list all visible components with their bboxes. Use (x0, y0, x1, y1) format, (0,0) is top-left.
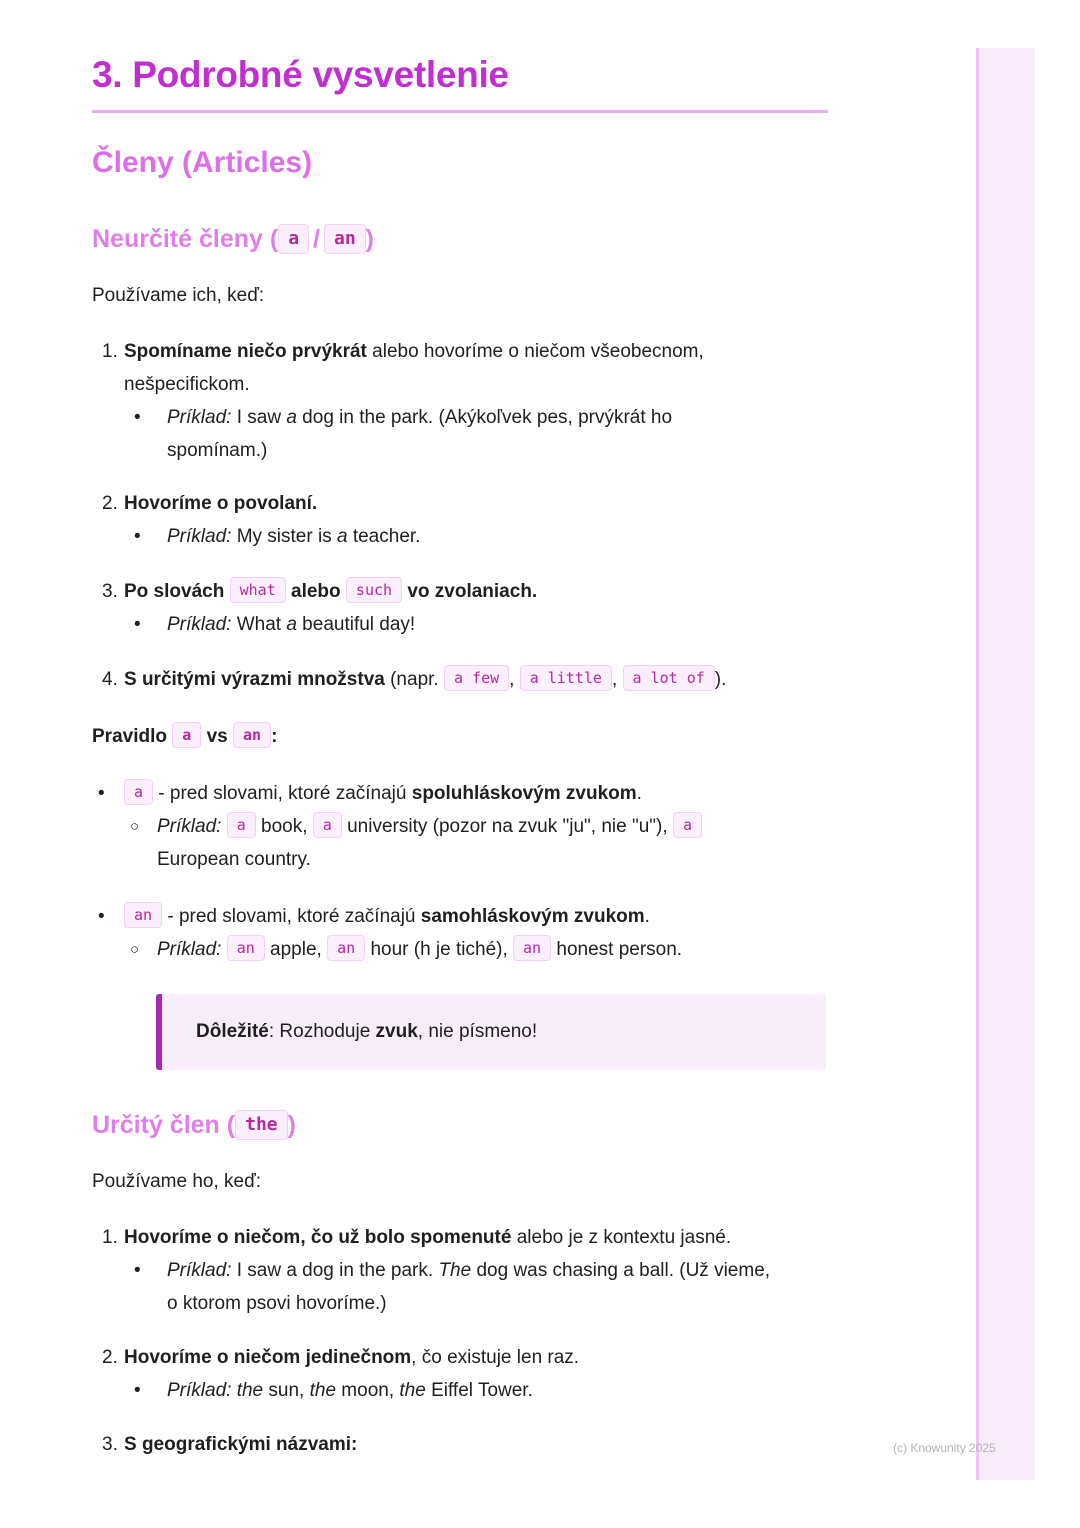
code-an: an (324, 224, 366, 254)
example-text: moon, (336, 1380, 400, 1401)
example-text: sun, (263, 1380, 310, 1401)
code-an: an (124, 902, 162, 928)
code-what: what (230, 577, 286, 603)
example-text: beautiful day! (296, 614, 416, 635)
item-text: (napr. (384, 669, 439, 690)
example-label: Príklad: (157, 816, 222, 837)
code-a: a (673, 812, 702, 838)
item-text: , čo existuje len raz. (411, 1347, 580, 1368)
example-article: the (236, 1380, 264, 1401)
example-text: honest person. (556, 939, 683, 960)
example-article: a (286, 614, 297, 635)
example-text: I saw a dog in the park. (231, 1260, 439, 1281)
rule-heading (92, 720, 277, 753)
code-a-few: a few (444, 665, 509, 691)
bullet-end: . (644, 906, 650, 927)
code-a: a (124, 779, 153, 805)
note-bold: Dôležité (196, 1021, 269, 1042)
heading-text: Určitý člen ( (92, 1111, 236, 1139)
code-an: an (327, 935, 365, 961)
list-number: 2. (102, 1347, 118, 1368)
code-a-lot-of: a lot of (623, 665, 715, 691)
code-a: a (278, 224, 309, 254)
list-item: 4. S určitými výrazmi množstva (napr. a few , a little , a lot of ). (102, 663, 822, 696)
example-text: dog was chasing a ball. (Už vieme, (471, 1260, 771, 1281)
rule-bullet (92, 777, 832, 876)
code-an: an (233, 722, 271, 748)
item-bold: Hovoríme o povolaní. (124, 493, 318, 514)
list-item (102, 335, 822, 467)
example-article: a (286, 407, 297, 428)
page-title: 3. Podrobné vysvetlenie (92, 54, 828, 113)
code-a: a (313, 812, 342, 838)
example (102, 520, 822, 553)
bullet-icon: • (134, 407, 141, 428)
list-number: 3. (102, 581, 118, 602)
item-bold: Hovoríme o niečom, čo už bolo spomenuté (124, 1227, 512, 1248)
code-an: an (227, 935, 265, 961)
list-item (102, 487, 822, 553)
list-item (102, 1221, 822, 1320)
rule-text: Pravidlo (92, 726, 167, 747)
indefinite-articles-heading (92, 224, 374, 254)
bullet-icon: • (134, 1260, 141, 1281)
bullet-end: . (636, 783, 642, 804)
item-text: alebo hovoríme o niečom všeobecnom, (366, 341, 704, 362)
item-text: alebo je z kontextu jasné. (511, 1227, 732, 1248)
list-item (102, 1341, 822, 1407)
rule-bullet (92, 900, 832, 966)
important-note (156, 994, 826, 1070)
code-such: such (346, 577, 402, 603)
heading-close: ) (365, 225, 374, 253)
example-text: teacher. (347, 526, 421, 547)
bullet-icon: • (98, 906, 105, 927)
example (102, 401, 822, 467)
item-bold: Spomíname niečo prvýkrát (124, 341, 367, 362)
example-text: Eiffel Tower. (425, 1380, 533, 1401)
list-number: 1. (102, 341, 118, 362)
list-number: 3. (102, 1434, 118, 1455)
rule-vs: vs (206, 726, 228, 747)
example-label: Príklad: (167, 526, 232, 547)
heading-close: ) (287, 1111, 296, 1139)
rule-colon: : (271, 726, 278, 747)
code-an: an (513, 935, 551, 961)
example-article: a (336, 526, 348, 547)
example-text: What (231, 614, 287, 635)
slash: / (313, 225, 320, 253)
item-bold: S geografickými názvami: (124, 1434, 358, 1455)
example-article: the (399, 1380, 426, 1401)
example-cont: European country. (157, 849, 311, 870)
list-number: 1. (102, 1227, 118, 1248)
code-a-little: a little (520, 665, 612, 691)
list-item (102, 575, 822, 641)
example (102, 1254, 822, 1320)
example-text: book, (261, 816, 308, 837)
item-text: ). (714, 669, 727, 690)
bullet-icon: • (134, 614, 141, 635)
example-cont: spomínam.) (167, 440, 268, 461)
example-text: apple, (270, 939, 322, 960)
copyright-footer: (c) Knowunity 2025 (893, 1441, 996, 1455)
item-cont: nešpecifickom. (124, 374, 250, 395)
item-bold: S určitými výrazmi množstva (124, 669, 385, 690)
example-article: The (438, 1260, 472, 1281)
item-bold: Hovoríme o niečom jedinečnom (124, 1347, 412, 1368)
list-number: 2. (102, 493, 118, 514)
def-intro: Používame ho, keď: (92, 1171, 262, 1192)
item-bold: Po slovách (124, 581, 225, 602)
item-bold: vo zvolaniach. (407, 581, 538, 602)
example-label: Príklad: (157, 939, 222, 960)
bullet-icon: • (134, 526, 141, 547)
section-title: Členy (Articles) (92, 146, 313, 179)
example-article: the (309, 1380, 337, 1401)
bullet-text: - pred slovami, ktoré začínajú (153, 783, 412, 804)
example (92, 933, 832, 966)
bullet-icon: • (98, 783, 105, 804)
bullet-icon: • (134, 1380, 141, 1401)
list-item (102, 1428, 822, 1461)
code-a: a (227, 812, 256, 838)
item-bold: alebo (291, 581, 341, 602)
example-label: Príklad: (167, 407, 232, 428)
example (102, 608, 822, 641)
example (102, 1374, 822, 1407)
bullet-text: - pred slovami, ktoré začínajú (162, 906, 421, 927)
example-label: Príklad: (167, 1380, 232, 1401)
circle-bullet-icon: ○ (130, 818, 140, 835)
example-text: dog in the park. (Akýkoľvek pes, prvýkrát ho (296, 407, 673, 428)
bullet-bold: spoluhláskovým zvukom (411, 783, 637, 804)
list-number: 4. (102, 669, 118, 690)
note-text: : Rozhoduje (268, 1021, 376, 1042)
bullet-bold: samohláskovým zvukom (420, 906, 645, 927)
code-the: the (235, 1110, 288, 1140)
example-text: I saw (231, 407, 287, 428)
example-text: My sister is (231, 526, 337, 547)
side-strip (976, 48, 1035, 1480)
example-text: university (pozor na zvuk "ju", nie "u"), (347, 816, 668, 837)
example-cont: o ktorom psovi hovoríme.) (167, 1293, 387, 1314)
heading-text: Neurčité členy ( (92, 225, 279, 253)
indef-intro: Používame ich, keď: (92, 285, 265, 306)
example-text: hour (h je tiché), (370, 939, 508, 960)
example (92, 810, 832, 876)
example-label: Príklad: (167, 1260, 232, 1281)
note-text: , nie písmeno! (417, 1021, 538, 1042)
note-bold: zvuk (375, 1021, 418, 1042)
definite-article-heading (92, 1110, 296, 1140)
example-label: Príklad: (167, 614, 232, 635)
code-a: a (172, 722, 201, 748)
circle-bullet-icon: ○ (130, 941, 140, 958)
